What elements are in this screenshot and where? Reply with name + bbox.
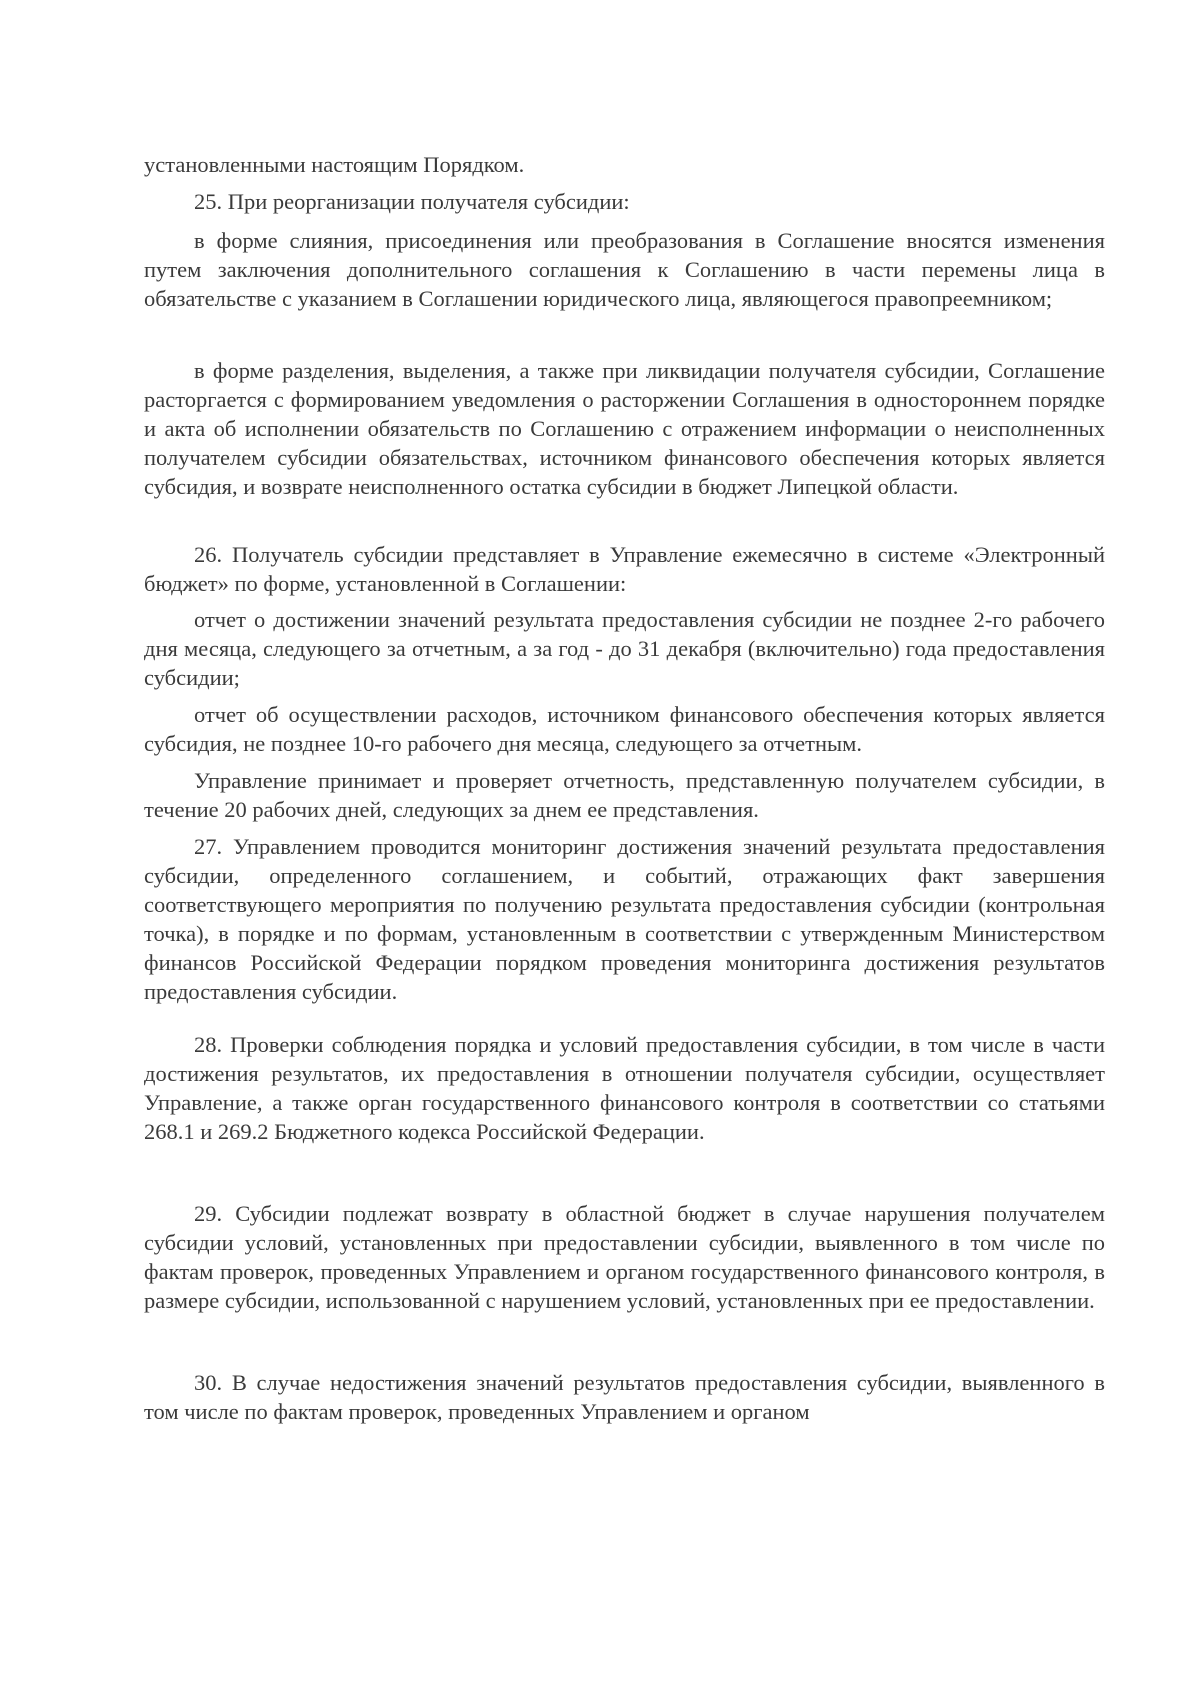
paragraph: Управление принимает и проверяет отчетность, представленную получателем субсидии, в течение 20 рабочих дней, следующих за днем ее представления.	[144, 768, 1105, 822]
paragraph: 30. В случае недостижения значений результатов предоставления субсидии, выявленного в том числе по фактам проверок, проведенных Управлением и органом	[144, 1370, 1105, 1424]
paragraph: отчет об осуществлении расходов, источником финансового обеспечения которых является субсидия, не позднее 10-го рабочего дня месяца, следующего за отчетным.	[144, 702, 1105, 756]
paragraph-item-25	[144, 187, 1105, 216]
paragraph: установленными настоящим Порядком.	[144, 152, 525, 177]
paragraph-division	[144, 356, 1105, 501]
paragraph: в форме слияния, присоединения или преобразования в Соглашение вносятся изменения путем заключения дополнительного соглашения к Соглашению в части перемены лица в обязательстве с указанием в Соглашении юридического лица, являющегося правопреемником;	[144, 228, 1105, 311]
paragraph-item-27	[144, 832, 1105, 1006]
paragraph-item-29	[144, 1199, 1105, 1315]
paragraph-report-expenses	[144, 700, 1105, 758]
paragraph-item-28	[144, 1030, 1105, 1146]
paragraph-merger	[144, 226, 1105, 313]
paragraph-item-26	[144, 540, 1105, 598]
paragraph-report-results	[144, 605, 1105, 692]
paragraph: 25. При реорганизации получателя субсидии:	[194, 189, 630, 214]
paragraph-item-30	[144, 1368, 1105, 1426]
paragraph: 26. Получатель субсидии представляет в Управление ежемесячно в системе «Электронный бюджет» по форме, установленной в Соглашении:	[144, 542, 1105, 596]
paragraph: 28. Проверки соблюдения порядка и условий предоставления субсидии, в том числе в части достижения результатов, их предоставления в отношении получателя субсидии, осуществляет Управление, а также орган государственного финансового контроля в соответствии со статьями 268.1 и 269.2 Бюджетного кодекса Российской Федерации.	[144, 1032, 1105, 1144]
paragraph: 29. Субсидии подлежат возврату в областной бюджет в случае нарушения получателем субсидии условий, установленных при предоставлении субсидии, выявленного в том числе по фактам проверок, проведенных Управлением и органом государственного финансового контроля, в размере субсидии, использованной с нарушением условий, установленных при ее предоставлении.	[144, 1201, 1105, 1313]
paragraph: 27. Управлением проводится мониторинг достижения значений результата предоставления субсидии, определенного соглашением, и событий, отражающих факт завершения соответствующего мероприятия по получению результата предоставления субсидии (контрольная точка), в порядке и по формам, установленным в соответствии с утвержденным Министерством финансов Российской Федерации порядком проведения мониторинга достижения результатов предоставления субсидии.	[144, 834, 1105, 1004]
paragraph: отчет о достижении значений результата предоставления субсидии не позднее 2-го рабочего дня месяца, следующего за отчетным, а за год - до 31 декабря (включительно) года предоставления субсидии;	[144, 607, 1105, 690]
paragraph-reporting-check	[144, 766, 1105, 824]
paragraph: в форме разделения, выделения, а также при ликвидации получателя субсидии, Соглашение расторгается с формированием уведомления о расторжении Соглашения в одностороннем порядке и акта об исполнении обязательств по Соглашению с отражением информации о неисполненных получателем субсидии обязательствах, источником финансового обеспечения которых является субсидия, и возврате неисполненного остатка субсидии в бюджет Липецкой области.	[144, 358, 1105, 499]
paragraph-continuation	[144, 150, 1105, 179]
